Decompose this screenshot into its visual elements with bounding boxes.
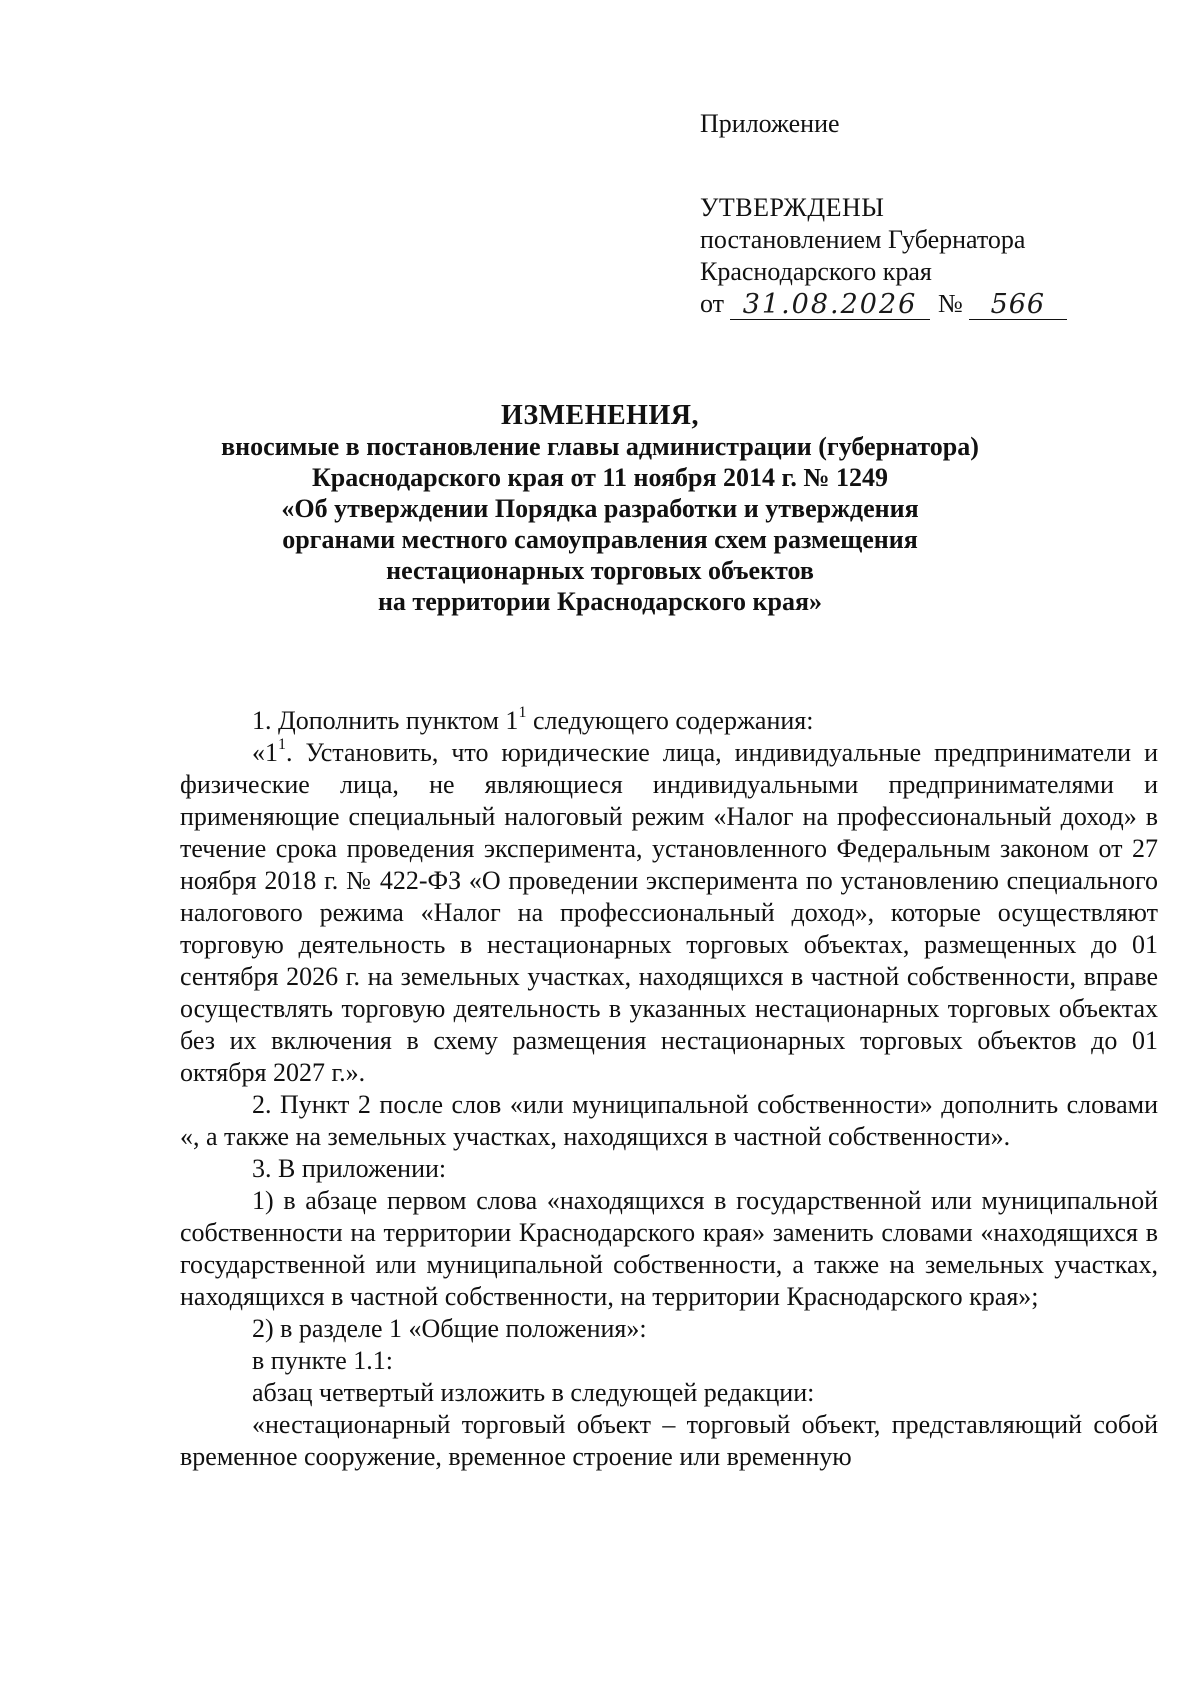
paragraph-1-1-text: . Установить, что юридические лица, индивидуальные предприниматели и физические лица, не являющиеся индивидуальными предпринимателями и применяющие специальный налоговый режим «Налог на профессиональный доход» в течение срока проведения эксперимента, установленного Федеральным законом от 27 ноября 2018 г. № 422-ФЗ «О проведении эксперимента по установлению специального налогового режима «Налог на профессиональный доход», которые осуществляют торговую деятельность в нестационарных торговых объектах, размещенных до 01 сентября 2026 г. на земельных участках, находящихся в частной собственности, вправе осуществлять торговую деятельность в указанных нестационарных торговых объектах без их включения в схему размещения нестационарных торговых объектов до 01 октября 2027 г.». bbox=[180, 738, 1158, 1087]
approved-label: УТВЕРЖДЕНЫ bbox=[700, 193, 885, 222]
approval-stamp-block bbox=[700, 108, 1120, 320]
approved-by-line: постановлением Губернатора bbox=[700, 225, 1026, 254]
paragraph-3-2-abzac: абзац четвертый изложить в следующей редакции: bbox=[252, 1378, 815, 1407]
document-body bbox=[180, 705, 1158, 1473]
document-title bbox=[150, 400, 1050, 617]
paragraph-1 bbox=[180, 705, 1158, 737]
paragraph-3: 3. В приложении: bbox=[252, 1154, 447, 1183]
title-line: органами местного самоуправления схем размещения bbox=[282, 525, 918, 554]
number-sign: № bbox=[938, 289, 963, 318]
title-line: вносимые в постановление главы администрации (губернатора) bbox=[221, 432, 979, 461]
title-line: Краснодарского края от 11 ноября 2014 г. № 1249 bbox=[311, 463, 889, 492]
date-number-line bbox=[700, 288, 1120, 320]
handwritten-number: 566 bbox=[969, 291, 1067, 320]
title-main: ИЗМЕНЕНИЯ, bbox=[501, 400, 699, 431]
paragraph-1-1-open: «1 bbox=[252, 738, 278, 767]
paragraph-1-tail: следующего содержания: bbox=[526, 706, 814, 735]
title-line: на территории Краснодарского края» bbox=[377, 587, 823, 616]
paragraph-1-superscript: 1 bbox=[518, 704, 527, 722]
paragraph-1-1-superscript: 1 bbox=[278, 736, 286, 754]
paragraph-3-2-point: в пункте 1.1: bbox=[252, 1346, 394, 1375]
paragraph-3-2-definition: «нестационарный торговый объект – торговый объект, представляющий собой временное сооружение, временное строение или временную bbox=[180, 1410, 1158, 1471]
paragraph-1-1 bbox=[180, 737, 1158, 1089]
appendix-label: Приложение bbox=[700, 109, 840, 138]
approved-region-line: Краснодарского края bbox=[700, 257, 932, 286]
title-line: нестационарных торговых объектов bbox=[386, 556, 814, 585]
paragraph-3-1: 1) в абзаце первом слова «находящихся в государственной или муниципальной собственности на территории Краснодарского края» заменить словами «находящихся в государственной или муниципальной собственности, а также на земельных участках, находящихся в частной собственности, на территории Краснодарского края»; bbox=[180, 1186, 1158, 1311]
title-line: «Об утверждении Порядка разработки и утверждения bbox=[281, 494, 919, 523]
handwritten-date: 31.08.2026 bbox=[730, 291, 930, 320]
date-prefix: от bbox=[700, 289, 725, 318]
paragraph-3-2: 2) в разделе 1 «Общие положения»: bbox=[252, 1314, 647, 1343]
paragraph-2: 2. Пункт 2 после слов «или муниципальной собственности» дополнить словами «, а также на земельных участках, находящихся в частной собственности». bbox=[180, 1090, 1158, 1151]
paragraph-1-text: 1. Дополнить пунктом 1 bbox=[252, 706, 519, 735]
